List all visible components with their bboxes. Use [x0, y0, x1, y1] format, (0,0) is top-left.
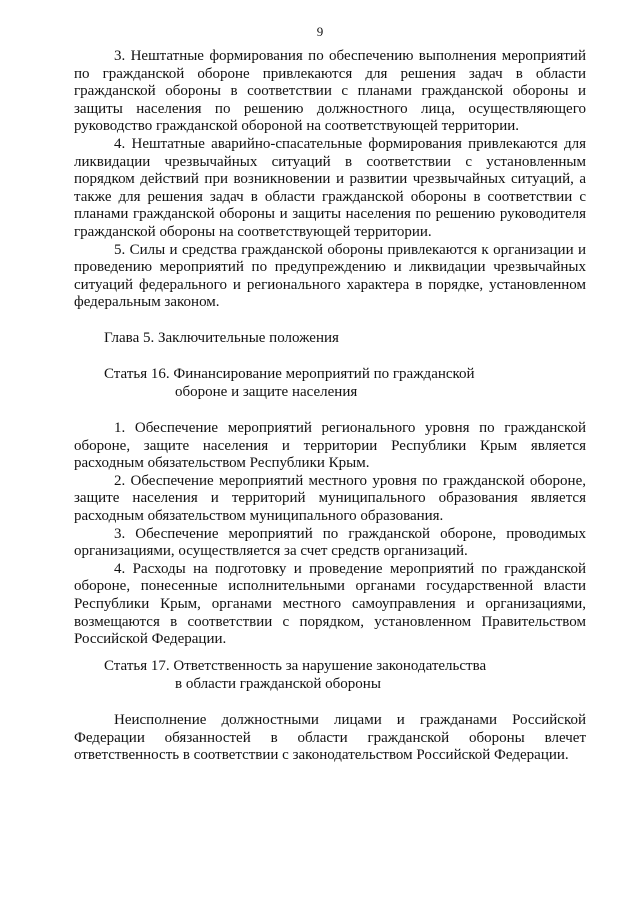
article-16-heading-line2: обороне и защите населения — [175, 383, 358, 400]
article-16-heading-line1: Статья 16. Финансирование мероприятий по гражданской — [104, 366, 475, 382]
section-paragraphs — [74, 48, 586, 312]
page-number: 9 — [316, 24, 324, 39]
chapter-heading: Глава 5. Заключительные положения — [104, 330, 339, 346]
paragraph: 4. Расходы на подготовку и проведение мероприятий по гражданской обороне, понесенные исполнительными органами государственной власти Республики Крым, органами местного самоуправления и организациями, возмещаются в соответствии с порядком, установленном Правительством Российской Федерации. — [74, 560, 586, 648]
paragraph: 4. Нештатные аварийно-спасательные формирования привлекаются для ликвидации чрезвычайных ситуаций в соответствии с установленным порядком действий при возникновении и развитии чрезвычайных ситуаций, а также для решения задач в области гражданской обороны в соответствии с планами гражданской обороны и защиты населения по решению руководителя гражданской обороны на соответствующей территории. — [74, 135, 586, 240]
article-17-heading-block — [74, 658, 586, 693]
article-17-heading — [74, 658, 586, 693]
paragraph: Неисполнение должностными лицами и гражданами Российской Федерации обязанностей в области гражданской обороны влечет ответственность в соответствии с законодательством Российской Федерации. — [74, 712, 586, 764]
article-16-paragraphs — [74, 420, 586, 649]
paragraph: 3. Нештатные формирования по обеспечению выполнения мероприятий по гражданской обороне привлекаются для решения задач в области гражданской обороны в соответствии с планами гражданской обороны и защиты населения по решению должностного лица, осуществляющего руководство гражданской обороной на соответствующей территории. — [74, 48, 586, 135]
paragraph: 1. Обеспечение мероприятий регионального уровня по гражданской обороне, защите населения и территории Республики Крым является расходным обязательством Республики Крым. — [74, 420, 586, 472]
paragraph: 2. Обеспечение мероприятий местного уровня по гражданской обороне, защите населения и территорий муниципального образования является расходным обязательством муниципального образования. — [74, 472, 586, 524]
paragraph: 5. Силы и средства гражданской обороны привлекаются к организации и проведению мероприятий по предупреждению и ликвидации чрезвычайных ситуаций федерального и регионального характера в порядке, установленном федеральным законом. — [74, 241, 586, 311]
article-17-heading-line2: в области гражданской обороны — [175, 675, 381, 692]
article-17-heading-line1: Статья 17. Ответственность за нарушение законодательства — [104, 658, 487, 674]
paragraph: 3. Обеспечение мероприятий по гражданской обороне, проводимых организациями, осуществляется за счет средств организаций. — [74, 525, 586, 560]
article-17-paragraphs — [74, 712, 586, 765]
article-16-heading — [74, 366, 586, 401]
article-16-heading-block — [74, 366, 586, 401]
chapter-heading-block — [74, 330, 586, 348]
